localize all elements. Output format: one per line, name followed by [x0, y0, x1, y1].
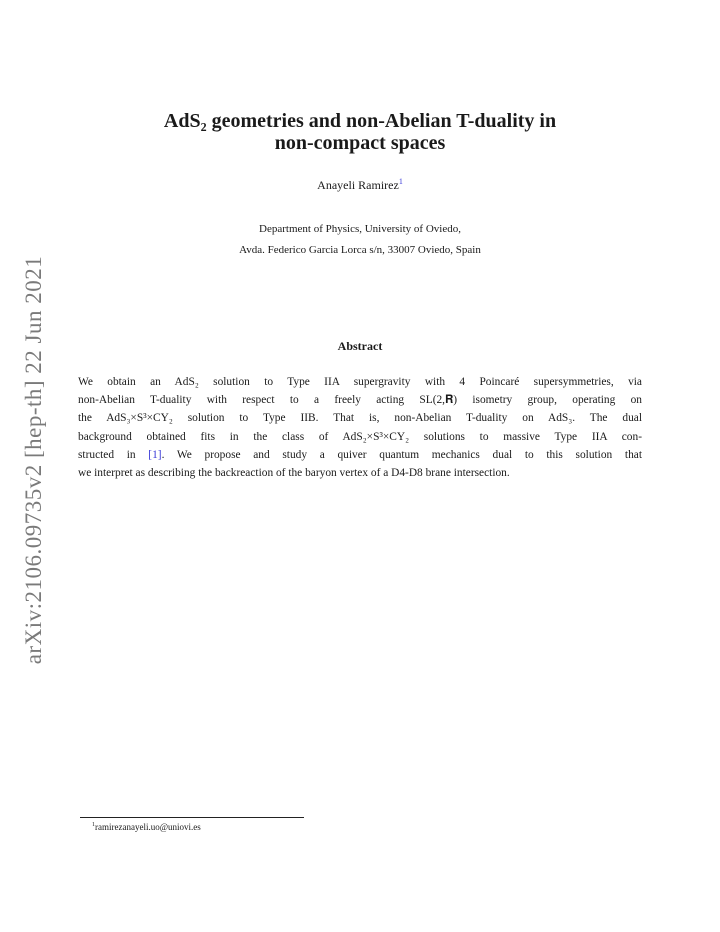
abstract-line: we interpret as describing the backreaction of the baryon vertex of a D4-D8 brane intersection.: [78, 467, 510, 480]
title-line-2: non-compact spaces: [274, 132, 446, 154]
abstract-line: background obtained fits in the class of AdS₂×S³×CY₂ solutions to massive Type IIA con-: [78, 430, 642, 443]
title-line-1: AdS₂ geometries and non-Abelian T-duality in: [163, 110, 557, 132]
abstract-line-suffix: . We propose and study a quiver quantum mechanics dual to this solution that: [161, 448, 642, 461]
paper-title: [80, 110, 640, 154]
affiliation-line-1: Department of Physics, University of Oviedo,: [259, 223, 461, 235]
footnote-mark: 1: [92, 822, 95, 828]
abstract-line: [78, 446, 642, 464]
abstract-line: We obtain an AdS₂ solution to Type IIA supergravity with 4 Poincaré supersymmetries, via: [78, 376, 642, 388]
author-footnote-link[interactable]: 1: [398, 177, 403, 186]
footnote: [92, 822, 201, 832]
author-name: Anayeli Ramirez: [317, 178, 399, 192]
abstract-heading: Abstract: [337, 339, 383, 353]
abstract-line: the AdS₃×S³×CY₂ solution to Type IIB. That is, non-Abelian T-duality on AdS₃. The dual: [78, 412, 642, 425]
author: [80, 178, 640, 193]
affiliation: [80, 219, 640, 261]
citation-link[interactable]: [1]: [148, 448, 162, 461]
footnote-email: ramirezanayeli.uo@uniovi.es: [95, 822, 201, 832]
abstract-line-prefix: structed in: [78, 448, 149, 461]
footnote-rule: [80, 817, 304, 818]
arxiv-identifier: arXiv:2106.09735v2 [hep-th] 22 Jun 2021: [21, 255, 46, 665]
abstract-text: [78, 373, 642, 482]
affiliation-line-2: Avda. Federico Garcia Lorca s/n, 33007 Oviedo, Spain: [239, 244, 481, 256]
abstract-line: non-Abelian T-duality with respect to a freely acting SL(2,𝐑) isometry group, operating on: [78, 394, 642, 407]
